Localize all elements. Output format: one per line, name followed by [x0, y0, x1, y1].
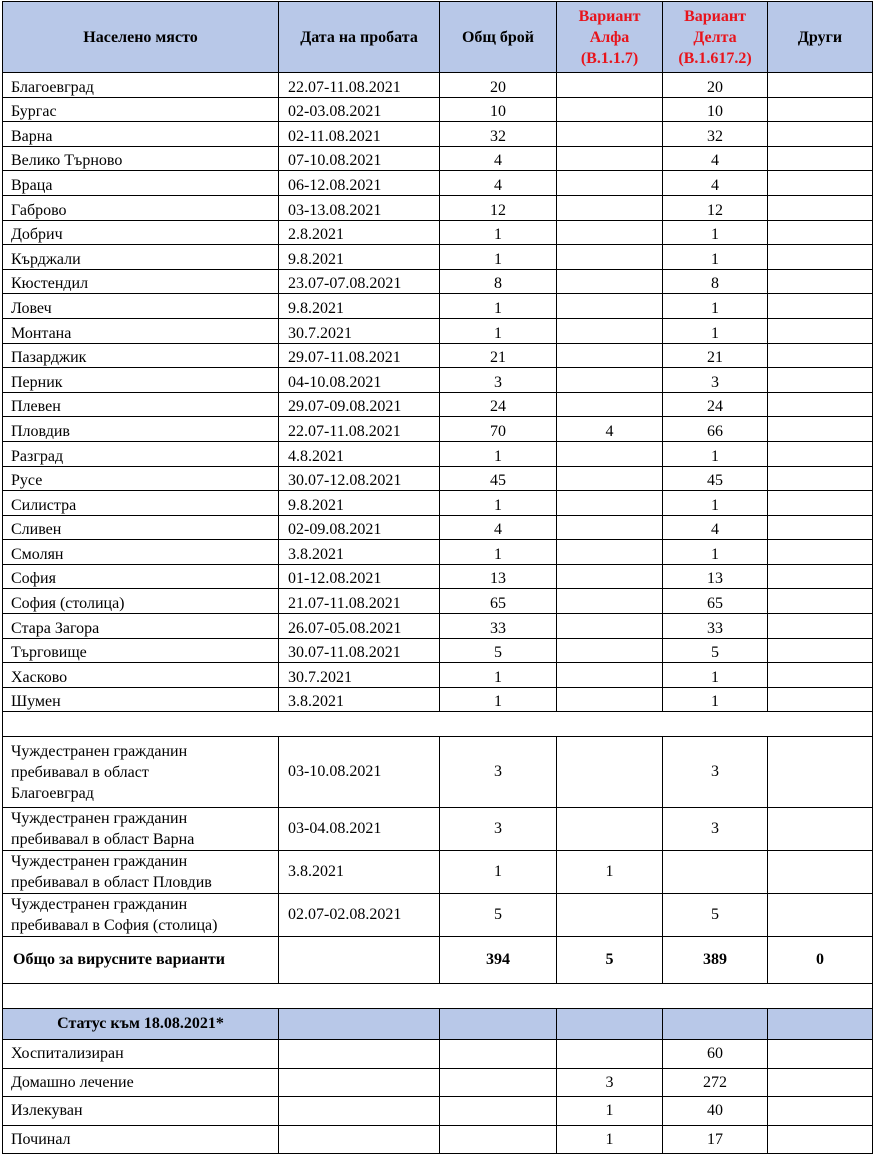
- delta-cell: 21: [663, 343, 768, 368]
- status-row: [3, 1097, 873, 1126]
- header-alpha: [557, 2, 663, 73]
- header-place: Населено място: [3, 2, 279, 73]
- total-cell: 1: [440, 245, 557, 270]
- date-cell: [279, 1040, 440, 1069]
- foreign-place-line: Благоевград: [11, 784, 94, 802]
- delta-cell: 1: [663, 441, 768, 466]
- date-cell: 9.8.2021: [279, 245, 440, 270]
- place-cell: Силистра: [3, 491, 279, 516]
- total-cell: 1: [440, 294, 557, 319]
- alpha-cell: [557, 195, 663, 220]
- total-cell: 1: [440, 540, 557, 565]
- others-cell: [768, 343, 873, 368]
- alpha-cell: [557, 894, 663, 937]
- table-row: [3, 122, 873, 147]
- foreign-place-line: пребивавал в София (столица): [11, 917, 218, 935]
- table-row: [3, 146, 873, 171]
- delta-cell: 1: [663, 220, 768, 245]
- region-rows: [3, 73, 873, 712]
- delta-cell: 13: [663, 564, 768, 589]
- alpha-cell: 1: [557, 1097, 663, 1126]
- delta-cell: 40: [663, 1097, 768, 1126]
- delta-cell: 24: [663, 392, 768, 417]
- date-cell: 30.7.2021: [279, 663, 440, 688]
- delta-cell: 60: [663, 1040, 768, 1069]
- place-cell: София: [3, 564, 279, 589]
- delta-cell: 1: [663, 318, 768, 343]
- table-row: [3, 687, 873, 712]
- total-cell: 20: [440, 73, 557, 98]
- place-cell: Монтана: [3, 318, 279, 343]
- others-cell: [768, 1068, 873, 1097]
- delta-cell: 272: [663, 1068, 768, 1097]
- others-cell: [768, 171, 873, 196]
- total-cell: 1: [440, 687, 557, 712]
- others-cell: [768, 97, 873, 122]
- others-cell: [768, 441, 873, 466]
- foreign-place-cell: [3, 737, 279, 808]
- delta-cell: [663, 851, 768, 894]
- total-cell: 8: [440, 269, 557, 294]
- date-cell: 02-11.08.2021: [279, 122, 440, 147]
- alpha-cell: [557, 269, 663, 294]
- alpha-cell: [557, 564, 663, 589]
- header-delta-line3: (B.1.617.2): [678, 49, 752, 67]
- alpha-cell: [557, 491, 663, 516]
- others-cell: [768, 614, 873, 639]
- status-row: [3, 1068, 873, 1097]
- place-cell: Русе: [3, 466, 279, 491]
- total-cell: [440, 1040, 557, 1069]
- place-cell: Стара Загора: [3, 614, 279, 639]
- totals-others: 0: [768, 937, 873, 984]
- others-cell: [768, 269, 873, 294]
- date-cell: 3.8.2021: [279, 851, 440, 894]
- place-cell: Хасково: [3, 663, 279, 688]
- others-cell: [768, 245, 873, 270]
- total-cell: 4: [440, 171, 557, 196]
- delta-cell: 3: [663, 368, 768, 393]
- alpha-cell: [557, 146, 663, 171]
- total-cell: 5: [440, 894, 557, 937]
- others-cell: [768, 294, 873, 319]
- alpha-cell: [557, 245, 663, 270]
- delta-cell: 32: [663, 122, 768, 147]
- date-cell: 30.07-12.08.2021: [279, 466, 440, 491]
- place-cell: София (столица): [3, 589, 279, 614]
- total-cell: 3: [440, 737, 557, 808]
- date-cell: 29.07-11.08.2021: [279, 343, 440, 368]
- alpha-cell: [557, 318, 663, 343]
- others-cell: [768, 73, 873, 98]
- table-row: [3, 663, 873, 688]
- place-cell: Перник: [3, 368, 279, 393]
- others-cell: [768, 195, 873, 220]
- alpha-cell: [557, 614, 663, 639]
- date-cell: 3.8.2021: [279, 687, 440, 712]
- total-cell: 4: [440, 146, 557, 171]
- delta-cell: 33: [663, 614, 768, 639]
- place-cell: Добрич: [3, 220, 279, 245]
- status-header-cell: [768, 1009, 873, 1040]
- total-cell: 12: [440, 195, 557, 220]
- date-cell: [279, 1068, 440, 1097]
- delta-cell: 1: [663, 491, 768, 516]
- total-cell: 45: [440, 466, 557, 491]
- others-cell: [768, 1097, 873, 1126]
- alpha-cell: [557, 466, 663, 491]
- table-row: [3, 894, 873, 937]
- date-cell: 02-03.08.2021: [279, 97, 440, 122]
- others-cell: [768, 564, 873, 589]
- date-cell: 3.8.2021: [279, 540, 440, 565]
- blank-cell: [3, 984, 873, 1009]
- total-cell: 65: [440, 589, 557, 614]
- others-cell: [768, 466, 873, 491]
- blank-row: [3, 712, 873, 737]
- alpha-cell: [557, 663, 663, 688]
- header-others: Други: [768, 2, 873, 73]
- date-cell: [279, 1097, 440, 1126]
- delta-cell: 10: [663, 97, 768, 122]
- total-cell: 21: [440, 343, 557, 368]
- status-title: Статус към 18.08.2021*: [3, 1009, 279, 1040]
- date-cell: 02-09.08.2021: [279, 515, 440, 540]
- date-cell: 9.8.2021: [279, 491, 440, 516]
- foreign-rows: [3, 737, 873, 937]
- delta-cell: 3: [663, 737, 768, 808]
- alpha-cell: 1: [557, 1125, 663, 1154]
- totals-group: [3, 937, 873, 1009]
- delta-cell: 1: [663, 663, 768, 688]
- delta-cell: 4: [663, 171, 768, 196]
- total-cell: 5: [440, 638, 557, 663]
- table-row: [3, 515, 873, 540]
- table-row: [3, 614, 873, 639]
- total-cell: 3: [440, 808, 557, 851]
- alpha-cell: 4: [557, 417, 663, 442]
- others-cell: [768, 220, 873, 245]
- others-cell: [768, 122, 873, 147]
- table-row: [3, 589, 873, 614]
- others-cell: [768, 146, 873, 171]
- date-cell: 03-10.08.2021: [279, 737, 440, 808]
- foreign-place-line: Чуждестранен гражданин: [11, 896, 188, 914]
- alpha-cell: [557, 737, 663, 808]
- alpha-cell: [557, 1040, 663, 1069]
- date-cell: 23.07-07.08.2021: [279, 269, 440, 294]
- delta-cell: 45: [663, 466, 768, 491]
- total-cell: 1: [440, 318, 557, 343]
- alpha-cell: [557, 638, 663, 663]
- delta-cell: 65: [663, 589, 768, 614]
- header-delta-line1: Вариант: [684, 7, 746, 25]
- status-header-cell: [440, 1009, 557, 1040]
- table-row: [3, 220, 873, 245]
- table-row: [3, 540, 873, 565]
- table-row: [3, 564, 873, 589]
- foreign-place-cell: [3, 851, 279, 894]
- table-row: [3, 245, 873, 270]
- alpha-cell: [557, 171, 663, 196]
- others-cell: [768, 589, 873, 614]
- alpha-cell: [557, 122, 663, 147]
- totals-label: Общо за вирусните варианти: [3, 937, 279, 984]
- others-cell: [768, 491, 873, 516]
- total-cell: 1: [440, 663, 557, 688]
- delta-cell: 1: [663, 540, 768, 565]
- delta-cell: 5: [663, 638, 768, 663]
- alpha-cell: [557, 392, 663, 417]
- table-row: [3, 195, 873, 220]
- table-row: [3, 171, 873, 196]
- total-cell: [440, 1097, 557, 1126]
- table-row: [3, 294, 873, 319]
- delta-cell: 5: [663, 894, 768, 937]
- total-cell: 3: [440, 368, 557, 393]
- status-header-cell: [279, 1009, 440, 1040]
- blank-row: [3, 984, 873, 1009]
- delta-cell: 1: [663, 245, 768, 270]
- date-cell: 9.8.2021: [279, 294, 440, 319]
- place-cell: Пловдив: [3, 417, 279, 442]
- others-cell: [768, 687, 873, 712]
- blank-cell: [3, 712, 873, 737]
- table-row: [3, 441, 873, 466]
- foreign-place-line: пребивавал в област: [11, 763, 149, 781]
- date-cell: 22.07-11.08.2021: [279, 417, 440, 442]
- alpha-cell: [557, 220, 663, 245]
- table-row: [3, 318, 873, 343]
- foreign-place-line: Чуждестранен гражданин: [11, 742, 188, 760]
- status-group: [3, 1009, 873, 1040]
- others-cell: [768, 1040, 873, 1069]
- others-cell: [768, 417, 873, 442]
- others-cell: [768, 368, 873, 393]
- place-cell: Плевен: [3, 392, 279, 417]
- delta-cell: 4: [663, 146, 768, 171]
- foreign-place-line: Чуждестранен гражданин: [11, 853, 188, 871]
- date-cell: [279, 1125, 440, 1154]
- delta-cell: 4: [663, 515, 768, 540]
- status-row: [3, 1040, 873, 1069]
- place-cell: Враца: [3, 171, 279, 196]
- total-cell: 24: [440, 392, 557, 417]
- others-cell: [768, 808, 873, 851]
- date-cell: 29.07-09.08.2021: [279, 392, 440, 417]
- total-cell: [440, 1125, 557, 1154]
- delta-cell: 12: [663, 195, 768, 220]
- delta-cell: 17: [663, 1125, 768, 1154]
- total-cell: 32: [440, 122, 557, 147]
- total-cell: [440, 1068, 557, 1097]
- others-cell: [768, 392, 873, 417]
- date-cell: 03-13.08.2021: [279, 195, 440, 220]
- alpha-cell: [557, 589, 663, 614]
- header-alpha-line1: Вариант: [578, 7, 641, 25]
- header-alpha-line2: Алфа: [589, 28, 630, 46]
- place-cell: Ловеч: [3, 294, 279, 319]
- table-row: [3, 392, 873, 417]
- others-cell: [768, 540, 873, 565]
- table-row: [3, 851, 873, 894]
- totals-alpha: 5: [557, 937, 663, 984]
- place-cell: Кюстендил: [3, 269, 279, 294]
- place-cell: Пазарджик: [3, 343, 279, 368]
- total-cell: 1: [440, 491, 557, 516]
- place-cell: Варна: [3, 122, 279, 147]
- table-row: [3, 808, 873, 851]
- delta-cell: 8: [663, 269, 768, 294]
- total-cell: 70: [440, 417, 557, 442]
- alpha-cell: [557, 73, 663, 98]
- date-cell: 02.07-02.08.2021: [279, 894, 440, 937]
- date-cell: 22.07-11.08.2021: [279, 73, 440, 98]
- place-cell: Бургас: [3, 97, 279, 122]
- total-cell: 1: [440, 220, 557, 245]
- total-cell: 1: [440, 441, 557, 466]
- variants-table: [2, 1, 873, 1154]
- header-delta: [663, 2, 768, 73]
- header-date: Дата на пробата: [279, 2, 440, 73]
- delta-cell: 1: [663, 687, 768, 712]
- totals-total: 394: [440, 937, 557, 984]
- header-total: Общ брой: [440, 2, 557, 73]
- others-cell: [768, 663, 873, 688]
- table-row: [3, 343, 873, 368]
- table-row: [3, 97, 873, 122]
- status-rows: [3, 1040, 873, 1154]
- date-cell: 07-10.08.2021: [279, 146, 440, 171]
- others-cell: [768, 737, 873, 808]
- place-cell: Благоевград: [3, 73, 279, 98]
- table-row: [3, 638, 873, 663]
- total-cell: 4: [440, 515, 557, 540]
- date-cell: 4.8.2021: [279, 441, 440, 466]
- date-cell: 21.07-11.08.2021: [279, 589, 440, 614]
- table-row: [3, 466, 873, 491]
- status-row: [3, 1125, 873, 1154]
- date-cell: 26.07-05.08.2021: [279, 614, 440, 639]
- others-cell: [768, 851, 873, 894]
- delta-cell: 66: [663, 417, 768, 442]
- totals-date-cell: [279, 937, 440, 984]
- delta-cell: 1: [663, 294, 768, 319]
- place-cell: Велико Търново: [3, 146, 279, 171]
- alpha-cell: [557, 540, 663, 565]
- others-cell: [768, 894, 873, 937]
- place-cell: Разград: [3, 441, 279, 466]
- alpha-cell: [557, 343, 663, 368]
- date-cell: 30.7.2021: [279, 318, 440, 343]
- status-label-cell: Починал: [3, 1125, 279, 1154]
- date-cell: 04-10.08.2021: [279, 368, 440, 393]
- place-cell: Шумен: [3, 687, 279, 712]
- table-row: [3, 368, 873, 393]
- table-row: [3, 491, 873, 516]
- foreign-place-line: пребивавал в област Варна: [11, 831, 195, 849]
- alpha-cell: [557, 515, 663, 540]
- header-delta-line2: Делта: [693, 28, 737, 46]
- others-cell: [768, 318, 873, 343]
- status-label-cell: Домашно лечение: [3, 1068, 279, 1097]
- others-cell: [768, 515, 873, 540]
- date-cell: 03-04.08.2021: [279, 808, 440, 851]
- status-header-row: [3, 1009, 873, 1040]
- blank-row-group: [3, 712, 873, 737]
- status-label-cell: Хоспитализиран: [3, 1040, 279, 1069]
- delta-cell: 20: [663, 73, 768, 98]
- date-cell: 06-12.08.2021: [279, 171, 440, 196]
- others-cell: [768, 1125, 873, 1154]
- total-cell: 10: [440, 97, 557, 122]
- totals-row: [3, 937, 873, 984]
- alpha-cell: [557, 441, 663, 466]
- place-cell: Кърджали: [3, 245, 279, 270]
- total-cell: 13: [440, 564, 557, 589]
- status-header-cell: [663, 1009, 768, 1040]
- place-cell: Смолян: [3, 540, 279, 565]
- total-cell: 33: [440, 614, 557, 639]
- others-cell: [768, 638, 873, 663]
- totals-delta: 389: [663, 937, 768, 984]
- alpha-cell: 3: [557, 1068, 663, 1097]
- table-row: [3, 417, 873, 442]
- date-cell: 2.8.2021: [279, 220, 440, 245]
- foreign-place-cell: [3, 808, 279, 851]
- date-cell: 01-12.08.2021: [279, 564, 440, 589]
- place-cell: Сливен: [3, 515, 279, 540]
- alpha-cell: [557, 368, 663, 393]
- header-alpha-line3: (B.1.1.7): [580, 49, 639, 67]
- total-cell: 1: [440, 851, 557, 894]
- table-header-row: [3, 2, 873, 73]
- foreign-place-line: пребивавал в област Пловдив: [11, 874, 212, 892]
- alpha-cell: [557, 97, 663, 122]
- place-cell: Габрово: [3, 195, 279, 220]
- alpha-cell: [557, 808, 663, 851]
- status-label-cell: Излекуван: [3, 1097, 279, 1126]
- table-row: [3, 269, 873, 294]
- place-cell: Търговище: [3, 638, 279, 663]
- table-row: [3, 737, 873, 808]
- alpha-cell: [557, 294, 663, 319]
- date-cell: 30.07-11.08.2021: [279, 638, 440, 663]
- alpha-cell: [557, 687, 663, 712]
- alpha-cell: 1: [557, 851, 663, 894]
- status-header-cell: [557, 1009, 663, 1040]
- foreign-place-line: Чуждестранен гражданин: [11, 810, 188, 828]
- foreign-place-cell: [3, 894, 279, 937]
- delta-cell: 3: [663, 808, 768, 851]
- table-row: [3, 73, 873, 98]
